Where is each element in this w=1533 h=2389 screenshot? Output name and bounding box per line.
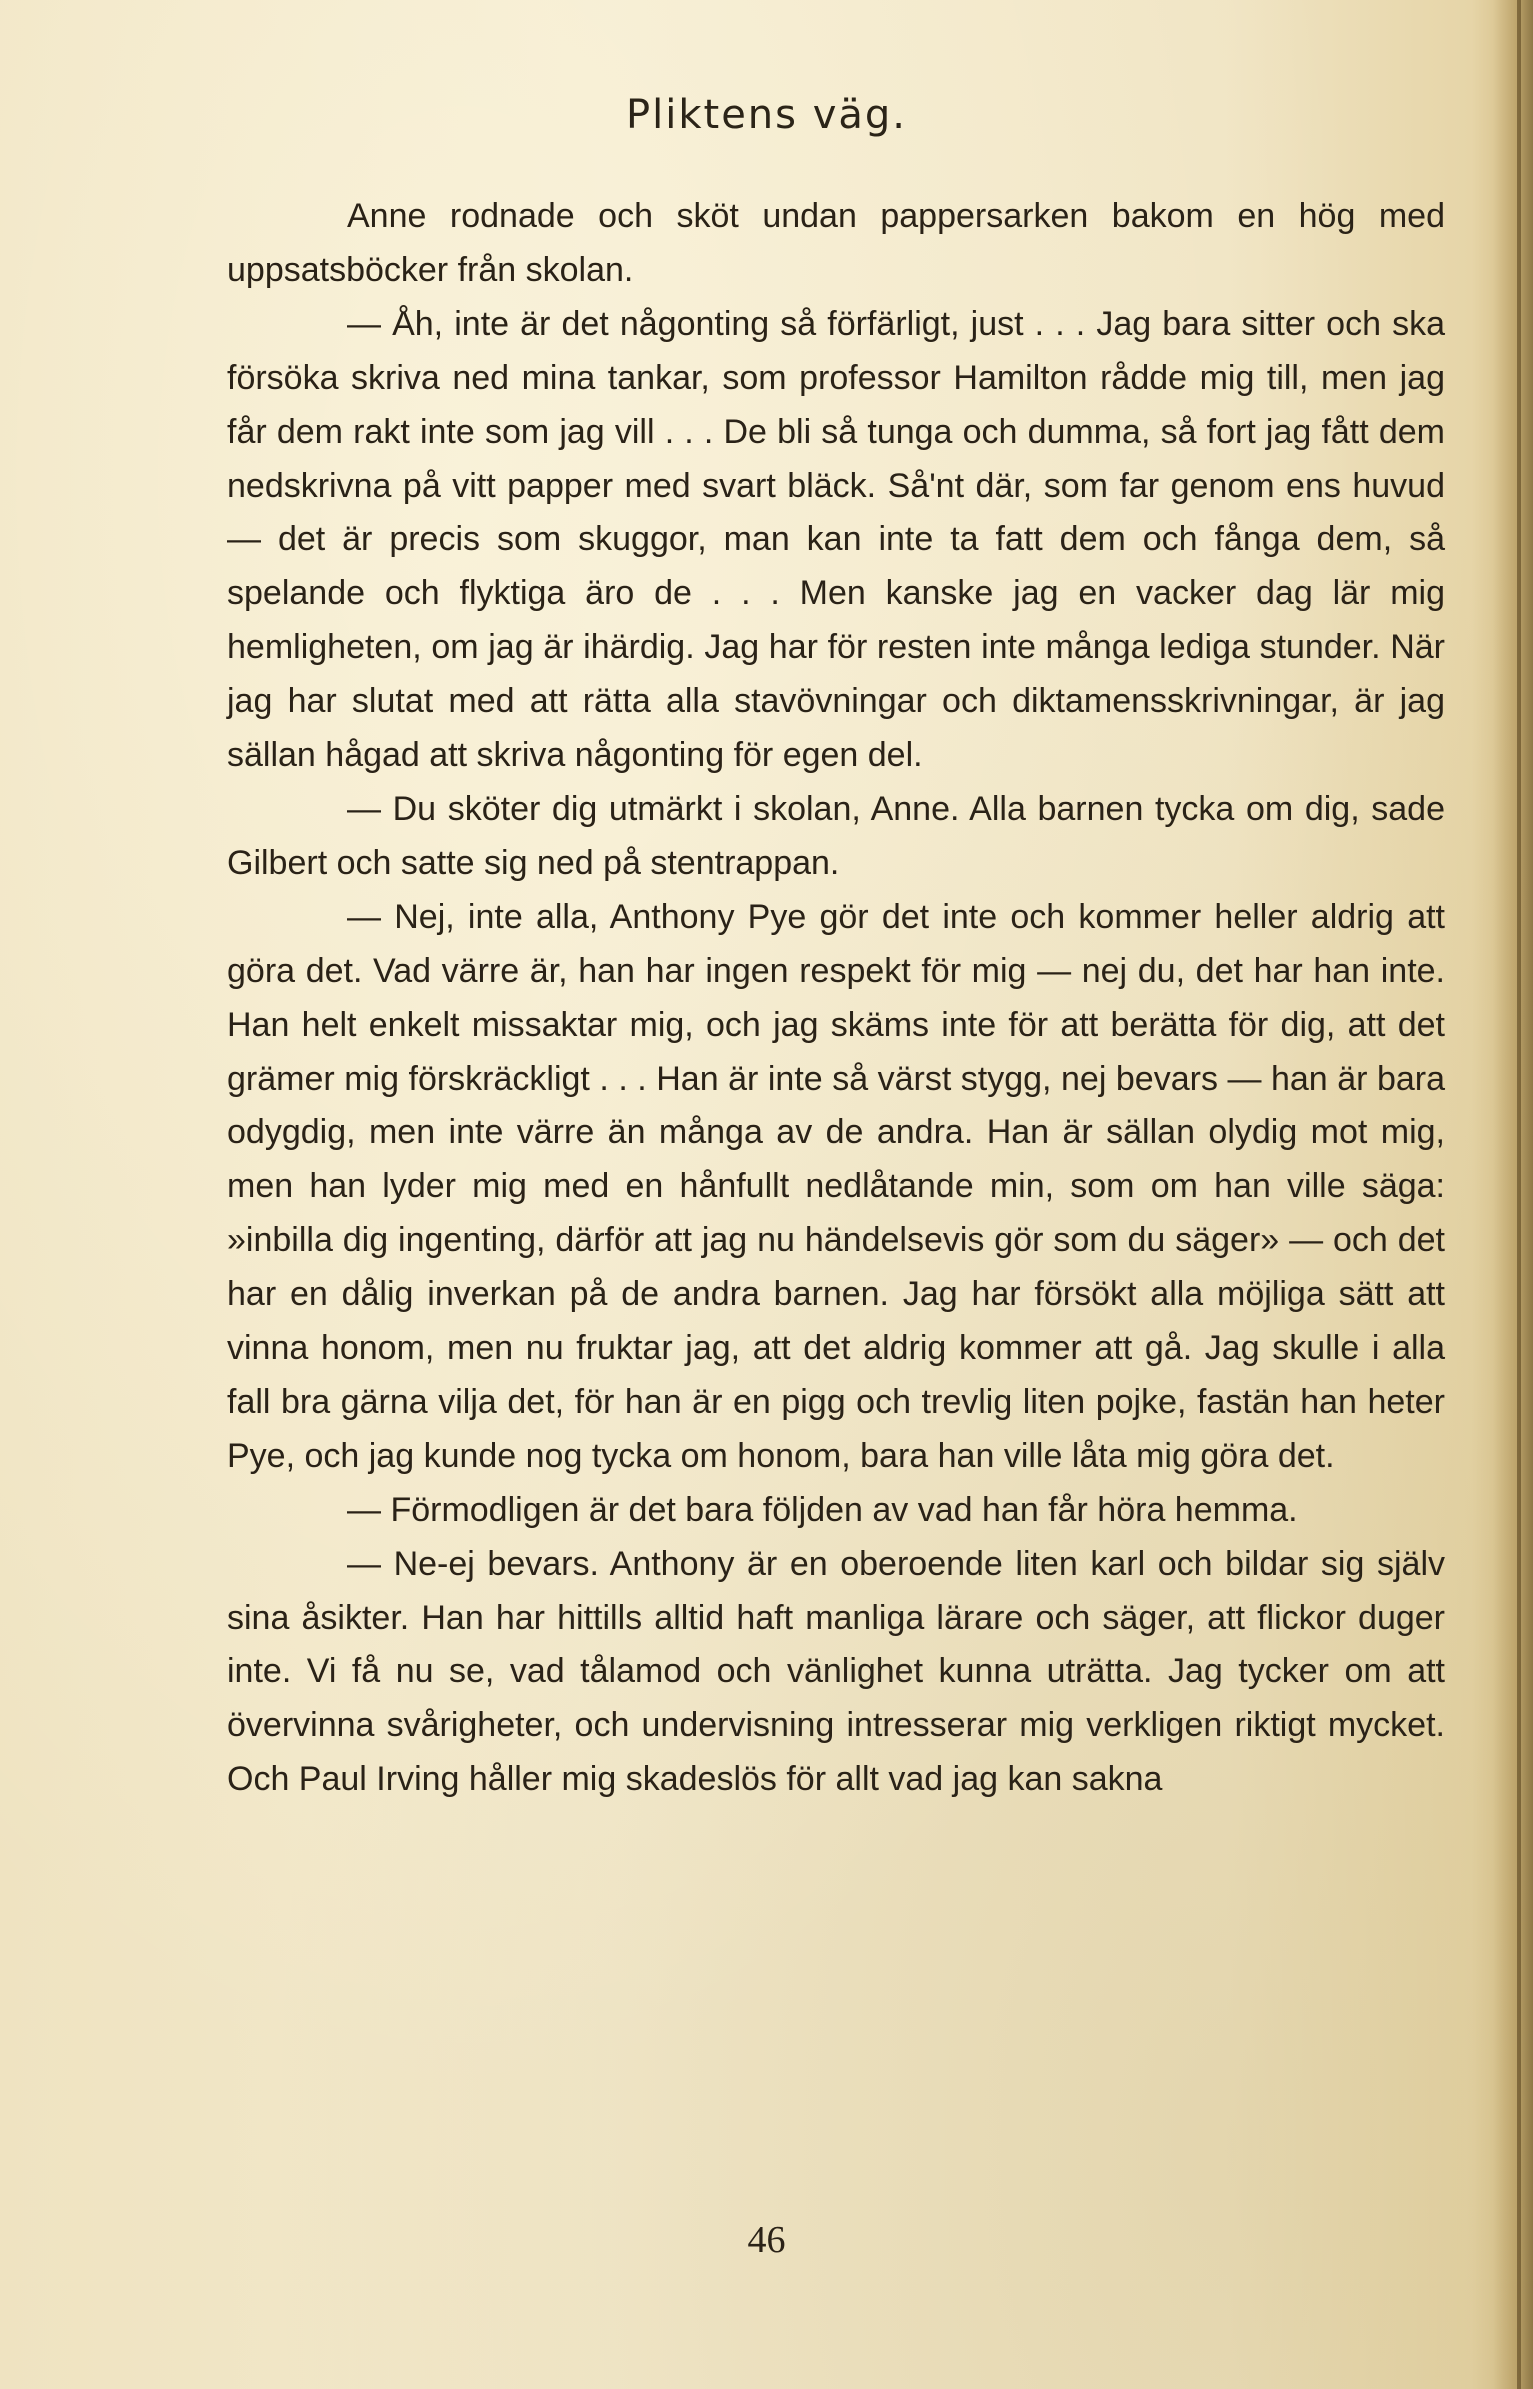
paragraph-4: — Nej, inte alla, Anthony Pye gör det inte och kommer heller aldrig att göra det. Vad värre är, han har ingen respekt för mig — nej du, det har han inte. Han helt enkelt missaktar mig, och jag skäms inte för att berätta för dig, att det grämer mig förskräckligt . . . Han är inte så värst stygg, nej bevars — han är bara odygdig, men inte värre än många av de andra. Han är sällan olydig mot mig, men han lyder mig med en hånfullt nedlåtande min, som om han ville säga: »inbilla dig ingenting, därför att jag nu händelsevis gör som du säger» — och det har en dålig inverkan på de andra barnen. Jag har försökt alla möjliga sätt att vinna honom, men nu fruktar jag, att det aldrig kommer att gå. Jag skulle i alla fall bra gärna vilja det, för han är en pigg och trevlig liten pojke, fastän han heter Pye, och jag kunde nog tycka om honom, bara han ville låta mig göra det. — [227, 897, 1445, 1475]
paragraph-6: — Ne-ej bevars. Anthony är en oberoende liten karl och bildar sig själv sina åsikter. Han har hittills alltid haft manliga lärare och säger, att flickor duger inte. Vi få nu se, vad tålamod och vänlighet kunna uträtta. Jag tycker om att övervinna svårigheter, och undervisning intresserar mig verkligen riktigt mycket. Och Paul Irving håller mig skadeslös för allt vad jag kan sakna — [227, 1544, 1445, 1799]
paragraph-5: — Förmodligen är det bara följden av vad han får höra hemma. — [347, 1490, 1298, 1529]
body-text — [227, 190, 1445, 1807]
page-edge-shadow — [1493, 0, 1533, 2389]
running-title: Pliktens väg. — [626, 92, 907, 138]
paragraph-3: — Du sköter dig utmärkt i skolan, Anne. Alla barnen tycka om dig, sade Gilbert och satte sig ned på stentrappan. — [227, 789, 1445, 882]
paragraph-2: — Åh, inte är det någonting så förfärligt, just . . . Jag bara sitter och ska försöka skriva ned mina tankar, som professor Hamilton rådde mig till, men jag får dem rakt inte som jag vill . . . De bli så tunga och dumma, så fort jag fått dem nedskrivna på vitt papper med svart bläck. Så'nt där, som far genom ens huvud — det är precis som skuggor, man kan inte ta fatt dem och fånga dem, så spelande och flyktiga äro de . . . Men kanske jag en vacker dag lär mig hemligheten, om jag är ihärdig. Jag har för resten inte många lediga stunder. När jag har slutat med att rätta alla stavövningar och diktamensskrivningar, är jag sällan hågad att skriva någonting för egen del. — [227, 304, 1445, 775]
page-edge-line — [1517, 0, 1521, 2389]
paragraph-1: Anne rodnade och sköt undan pappersarken bakom en hög med uppsatsböcker från skolan. — [227, 197, 1445, 289]
page-number: 46 — [747, 2219, 786, 2261]
